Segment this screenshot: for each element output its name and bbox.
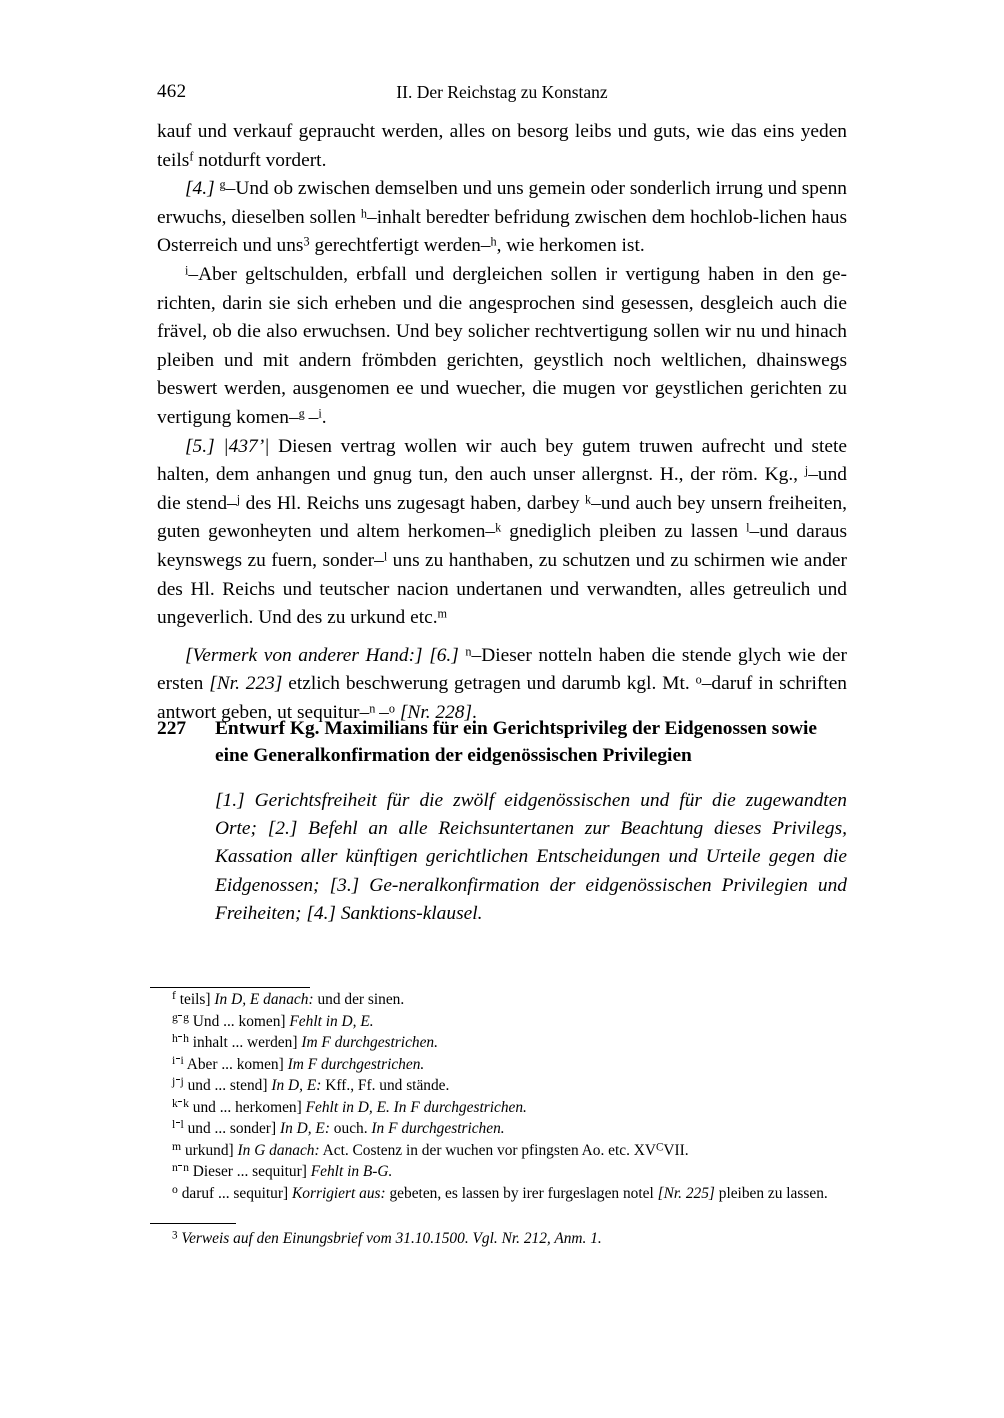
paragraph-5: [5.] |437’| Diesen vertrag wollen wir auch bey gutem truwen aufrecht und stete halten, dem anhangen und gnug tun, den auch unser allergnst. H., der röm. Kg., $^j$–und die stend–$^j$ des Hl. Reichs uns zugesagt haben, darbey $^k$–und auch bey unsern freiheiten, guten gewonheyten und altem herkomen–$^k$ gnediglich pleiben zu lassen $^l$–und daraus keynswegs zu fuern, sonder–$^l$ uns zu hanthaben, zu schutzen und zu schirmen wie ander des Hl. Reichs und teutscher nacion undertanen und verwandten, alles getreulich und ungeverlich. Und des zu urkund etc.$^m$ <box>157 435 848 629</box>
para-5-seg7: uns zu hanthaben, zu schutzen und zu schirmen wie ander des Hl. Reichs und teutscher nacion undertanen und verwandten, alles getreulich und ungeverlich. Und des zu urkund etc. <box>157 549 847 629</box>
section-number: 227 <box>157 718 187 739</box>
section-heading <box>157 715 847 769</box>
para-4-marker: [4.] <box>185 178 215 200</box>
sigla-dash-icon <box>178 1036 182 1037</box>
sigla-dash-icon <box>178 1165 182 1166</box>
para-4-seg3: gerechtfertigt werden <box>309 235 481 257</box>
paragraph-4: [4.] $^g$–Und ob zwischen demselben und uns gemein oder sonderlich irrung und spenn erwuchs, dieselben sollen $^h$–inhalt beredter befridung zwischen dem hochlob-lichen haus Osterreich und uns$^3$ gerechtfertigt werden–$^h$, wie herkomen ist. <box>157 177 847 257</box>
apparatus-sigla-close: h <box>183 1032 189 1046</box>
apparatus-note <box>150 1032 850 1054</box>
sigla-n-open-marker: n <box>465 644 472 659</box>
source-footnote <box>150 1228 850 1250</box>
apparatus-comment-roman: ouch. <box>329 1120 372 1137</box>
apparatus-lemma: Und ... komen <box>188 1012 281 1030</box>
apparatus-comment-roman-a: Act. Costenz in der wuchen vor pfingsten Ao. etc. XV <box>319 1141 657 1159</box>
apparatus-sigla: m <box>172 1139 182 1153</box>
footnote-ref-3: 3 <box>303 234 310 249</box>
apparatus-comment-italic: In D, E: <box>271 1077 322 1094</box>
reference-nr-228: [Nr. 228] <box>399 701 473 723</box>
sigla-j-open-marker: j <box>804 463 809 478</box>
apparatus-sigla: n <box>172 1161 178 1175</box>
apparatus-lemma: inhalt ... werden <box>188 1034 293 1051</box>
apparatus-note <box>150 1118 850 1140</box>
para-5-seg3: des Hl. Reichs uns zugesagt haben, darbey <box>240 492 586 514</box>
apparatus-comment-italic: Fehlt in D, E. <box>289 1012 374 1030</box>
sigla-i-open-marker: i <box>185 263 189 278</box>
para-6-seg1: Dieser notteln haben die stende glych wie der ersten <box>157 644 847 695</box>
vermerk-label: [Vermerk von anderer Hand:] <box>185 644 423 666</box>
apparatus-lemma: und ... herkomen <box>188 1098 297 1116</box>
apparatus-sigla: f <box>172 989 176 1003</box>
paragraph-continuation <box>157 118 847 175</box>
apparatus-sigla-close: n <box>183 1161 189 1175</box>
sigla-g-close-marker: g <box>298 406 305 421</box>
para-5-seg2: und die stend <box>157 464 847 514</box>
apparatus-comment-italic: In D, E danach: <box>214 991 314 1008</box>
apparatus-sigla-close: i <box>180 1053 184 1067</box>
apparatus-note-m <box>150 1140 850 1162</box>
apparatus-comment-roman-b: pleiben zu lassen. <box>714 1184 828 1202</box>
sigla-f-marker: f <box>189 148 194 163</box>
apparatus-bracket: ] <box>283 1184 289 1202</box>
running-title: II. Der Reichstag zu Konstanz <box>396 82 608 102</box>
apparatus-note-n <box>150 1161 850 1183</box>
apparatus-lemma: und ... stend <box>183 1077 263 1094</box>
critical-apparatus <box>150 989 850 1204</box>
sigla-h-open-marker: h <box>360 206 368 221</box>
paragraph-i: $^i$–Aber geltschulden, erbfall und dergleichen sollen ir vertigung haben in den ge-richten, darin sie sich erheben und die angesprochen sind gesessen, desgleich auch die frävel, ob die also erwuchsen. Und bey solicher rechtvertigung sollen wir nu und hinach pleiben und mit andern frömbden gerichten, geystlich noch weltlichen, dhainswegs beswert werden, ausgenomen ee und wuecher, die mugen vor geystlichen gerichten zu vertigung komen–$^g$ –$^i$. <box>157 263 847 428</box>
apparatus-sigla: h <box>172 1032 178 1046</box>
para-cont-text-end: notdurft vordert. <box>193 149 327 171</box>
apparatus-bracket: ] <box>205 991 211 1008</box>
folio-marker: |437’| <box>223 435 270 457</box>
apparatus-sigla: o <box>172 1182 178 1196</box>
para-5-marker: [5.] <box>185 435 215 457</box>
page-number: 462 <box>157 81 187 102</box>
apparatus-sigla-close: j <box>180 1075 184 1089</box>
para-4-seg2: inhalt beredter befridung zwischen dem hochlob-lichen haus Osterreich und uns <box>157 206 847 257</box>
apparatus-lemma: Dieser ... sequitur <box>188 1163 302 1180</box>
apparatus-sigla: l <box>172 1118 176 1132</box>
apparatus-lemma: Aber ... komen <box>183 1055 279 1073</box>
para-4-seg4: , wie herkomen ist. <box>496 235 645 257</box>
apparatus-bracket: ] <box>262 1077 268 1094</box>
sigla-n-close-marker: n <box>369 701 376 716</box>
main-text-block <box>157 118 847 727</box>
sigla-i-close-marker: i <box>318 406 322 421</box>
apparatus-note <box>150 1054 850 1076</box>
reference-nr-225: [Nr. 225] <box>657 1184 715 1202</box>
para-6-marker: [6.] <box>429 644 459 666</box>
apparatus-sigla: i <box>172 1053 176 1067</box>
sigla-dash-icon <box>178 1015 182 1016</box>
apparatus-bracket: ] <box>278 1055 284 1073</box>
paragraph-6: [Vermerk von anderer Hand:] [6.] $^n$–Dieser notteln haben die stende glych wie der ersten [Nr. 223] etzlich beschwerung getragen und darumb kgl. Mt. $^o$–daruf in schriften antwort geben, ut sequitur–$^n$ –$^o$ [Nr. 228]. <box>157 644 847 723</box>
apparatus-sigla-close: g <box>183 1010 189 1024</box>
sigla-o-close-marker: o <box>388 701 395 716</box>
sigla-l-close-marker: l <box>383 549 388 564</box>
apparatus-sigla: g <box>172 1010 178 1024</box>
section-title: Entwurf Kg. Maximilians für ein Gerichtsprivileg der Eidgenossen sowie eine Generalkonfirmation der eidgenössischen Privilegien <box>215 718 818 766</box>
sigla-k-close-marker: k <box>495 520 502 535</box>
apparatus-bracket: ] <box>280 1012 286 1030</box>
regest-summary <box>215 787 847 928</box>
apparatus-lemma: und ... sonder <box>183 1120 271 1137</box>
apparatus-comment-roman-a: gebeten, es lassen by irer furgeslagen notel <box>385 1184 658 1202</box>
apparatus-rule <box>150 987 310 988</box>
para-i-seg1: Aber geltschulden, erbfall und dergleichen sollen ir vertigung haben in den ge-richten, darin sie sich erheben und die angesprochen sind gesessen, desgleich auch die frävel, ob die also erwuchsen. Und bey solicher rechtvertigung sollen wir nu und hinach pleiben und mit andern frömbden gerichten, geystlich noch weltlichen, dhainswegs beswert werden, ausgenomen ee und wuecher, die mugen vor geystlichen gerichten zu vertigung komen <box>157 263 847 428</box>
apparatus-comment-italic: Fehlt in D, E. In F durchgestrichen. <box>305 1098 527 1116</box>
apparatus-comment-italic-2: In F durchgestrichen. <box>371 1120 505 1137</box>
sigla-k-open-marker: k <box>585 492 592 507</box>
sigla-o-open-marker: o <box>695 672 702 687</box>
para-4-seg1: Und ob zwischen demselben und uns gemein oder sonderlich irrung und spenn erwuchs, dieselben sollen <box>157 178 847 228</box>
sigla-j-close-marker: j <box>236 492 241 507</box>
source-note-rule <box>150 1223 236 1224</box>
superscript-c: C <box>656 1141 664 1154</box>
apparatus-comment-italic: In G danach: <box>237 1141 320 1159</box>
apparatus-comment-italic: Im F durchgestrichen. <box>301 1034 438 1051</box>
para-5-seg4: und auch bey unsern freiheiten, guten gewonheyten und altem herkomen <box>157 492 847 543</box>
source-footnote-text: Verweis auf den Einungsbrief vom 31.10.1500. Vgl. Nr. 212, Anm. 1. <box>181 1230 602 1247</box>
apparatus-bracket: ] <box>301 1163 307 1180</box>
para-6-seg3: daruf in schriften antwort geben, ut sequitur <box>157 673 847 723</box>
apparatus-sigla: j <box>172 1075 176 1089</box>
apparatus-comment-italic: Korrigiert aus: <box>292 1184 386 1202</box>
para-i-seg-end: . <box>321 406 327 428</box>
apparatus-comment-roman-b: VII. <box>663 1141 689 1159</box>
para-5-seg5: gnediglich pleiben zu lassen <box>501 521 747 543</box>
sigla-l-open-marker: l <box>746 520 750 535</box>
running-head <box>157 80 847 104</box>
sigla-m-marker: m <box>437 606 448 621</box>
reference-nr-223: [Nr. 223] <box>209 673 283 695</box>
apparatus-lemma: urkund <box>181 1141 229 1159</box>
apparatus-lemma: teils <box>179 991 206 1008</box>
regest-text: [1.] Gerichtsfreiheit für die zwölf eidgenössischen und für die zugewandten Orte; [2.] Befehl an alle Reichsuntertanen zur Beachtung dieses Privilegs, Kassation aller künftigen gerichtlichen Entscheidungen und Urteile gegen die Eidgenossen; [3.] Ge-neralkonfirmation der eidgenössischen Privilegien und Freiheiten; [4.] Sanktions-klausel. <box>215 790 847 924</box>
apparatus-note-o <box>150 1183 850 1205</box>
apparatus-bracket: ] <box>270 1120 277 1137</box>
apparatus-note <box>150 1097 850 1119</box>
apparatus-comment-italic: Fehlt in B-G. <box>310 1163 393 1180</box>
para-6-seg2: etzlich beschwerung getragen und darumb kgl. Mt. <box>282 673 696 695</box>
apparatus-note <box>150 1011 850 1033</box>
sigla-g-open-marker: g <box>219 177 226 192</box>
sigla-dash-icon <box>178 1101 182 1102</box>
apparatus-note <box>150 1075 850 1097</box>
source-footnote-number: 3 <box>172 1229 178 1242</box>
apparatus-comment-italic: In D, E: <box>279 1120 330 1137</box>
apparatus-bracket: ] <box>228 1141 234 1159</box>
apparatus-note <box>150 989 850 1011</box>
apparatus-sigla-close: l <box>180 1118 184 1132</box>
apparatus-sigla-close: k <box>183 1096 189 1110</box>
apparatus-comment-roman: und der sinen. <box>313 991 405 1008</box>
para-5-seg6: und daraus keynswegs zu fuern, sonder <box>157 521 848 571</box>
para-5-seg1: Diesen vertrag wollen wir auch bey gutem truwen aufrecht und stete halten, dem anhangen und gnug tun, den auch unser allergnst. H., der röm. Kg., <box>157 435 847 486</box>
apparatus-bracket: ] <box>292 1034 298 1051</box>
apparatus-comment-roman: Kff., Ff. und stände. <box>321 1077 450 1094</box>
apparatus-bracket: ] <box>296 1098 302 1116</box>
sigla-h-close-marker: h <box>490 234 497 249</box>
apparatus-lemma: daruf ... sequitur <box>177 1184 283 1202</box>
para-6-seg-end: . <box>472 701 477 723</box>
para-cont-text: kauf und verkauf gepraucht werden, alles on besorg leibs und guts, wie das eins yeden teils <box>157 121 847 171</box>
apparatus-comment-italic: Im F durchgestrichen. <box>287 1055 425 1073</box>
apparatus-sigla: k <box>172 1096 178 1110</box>
